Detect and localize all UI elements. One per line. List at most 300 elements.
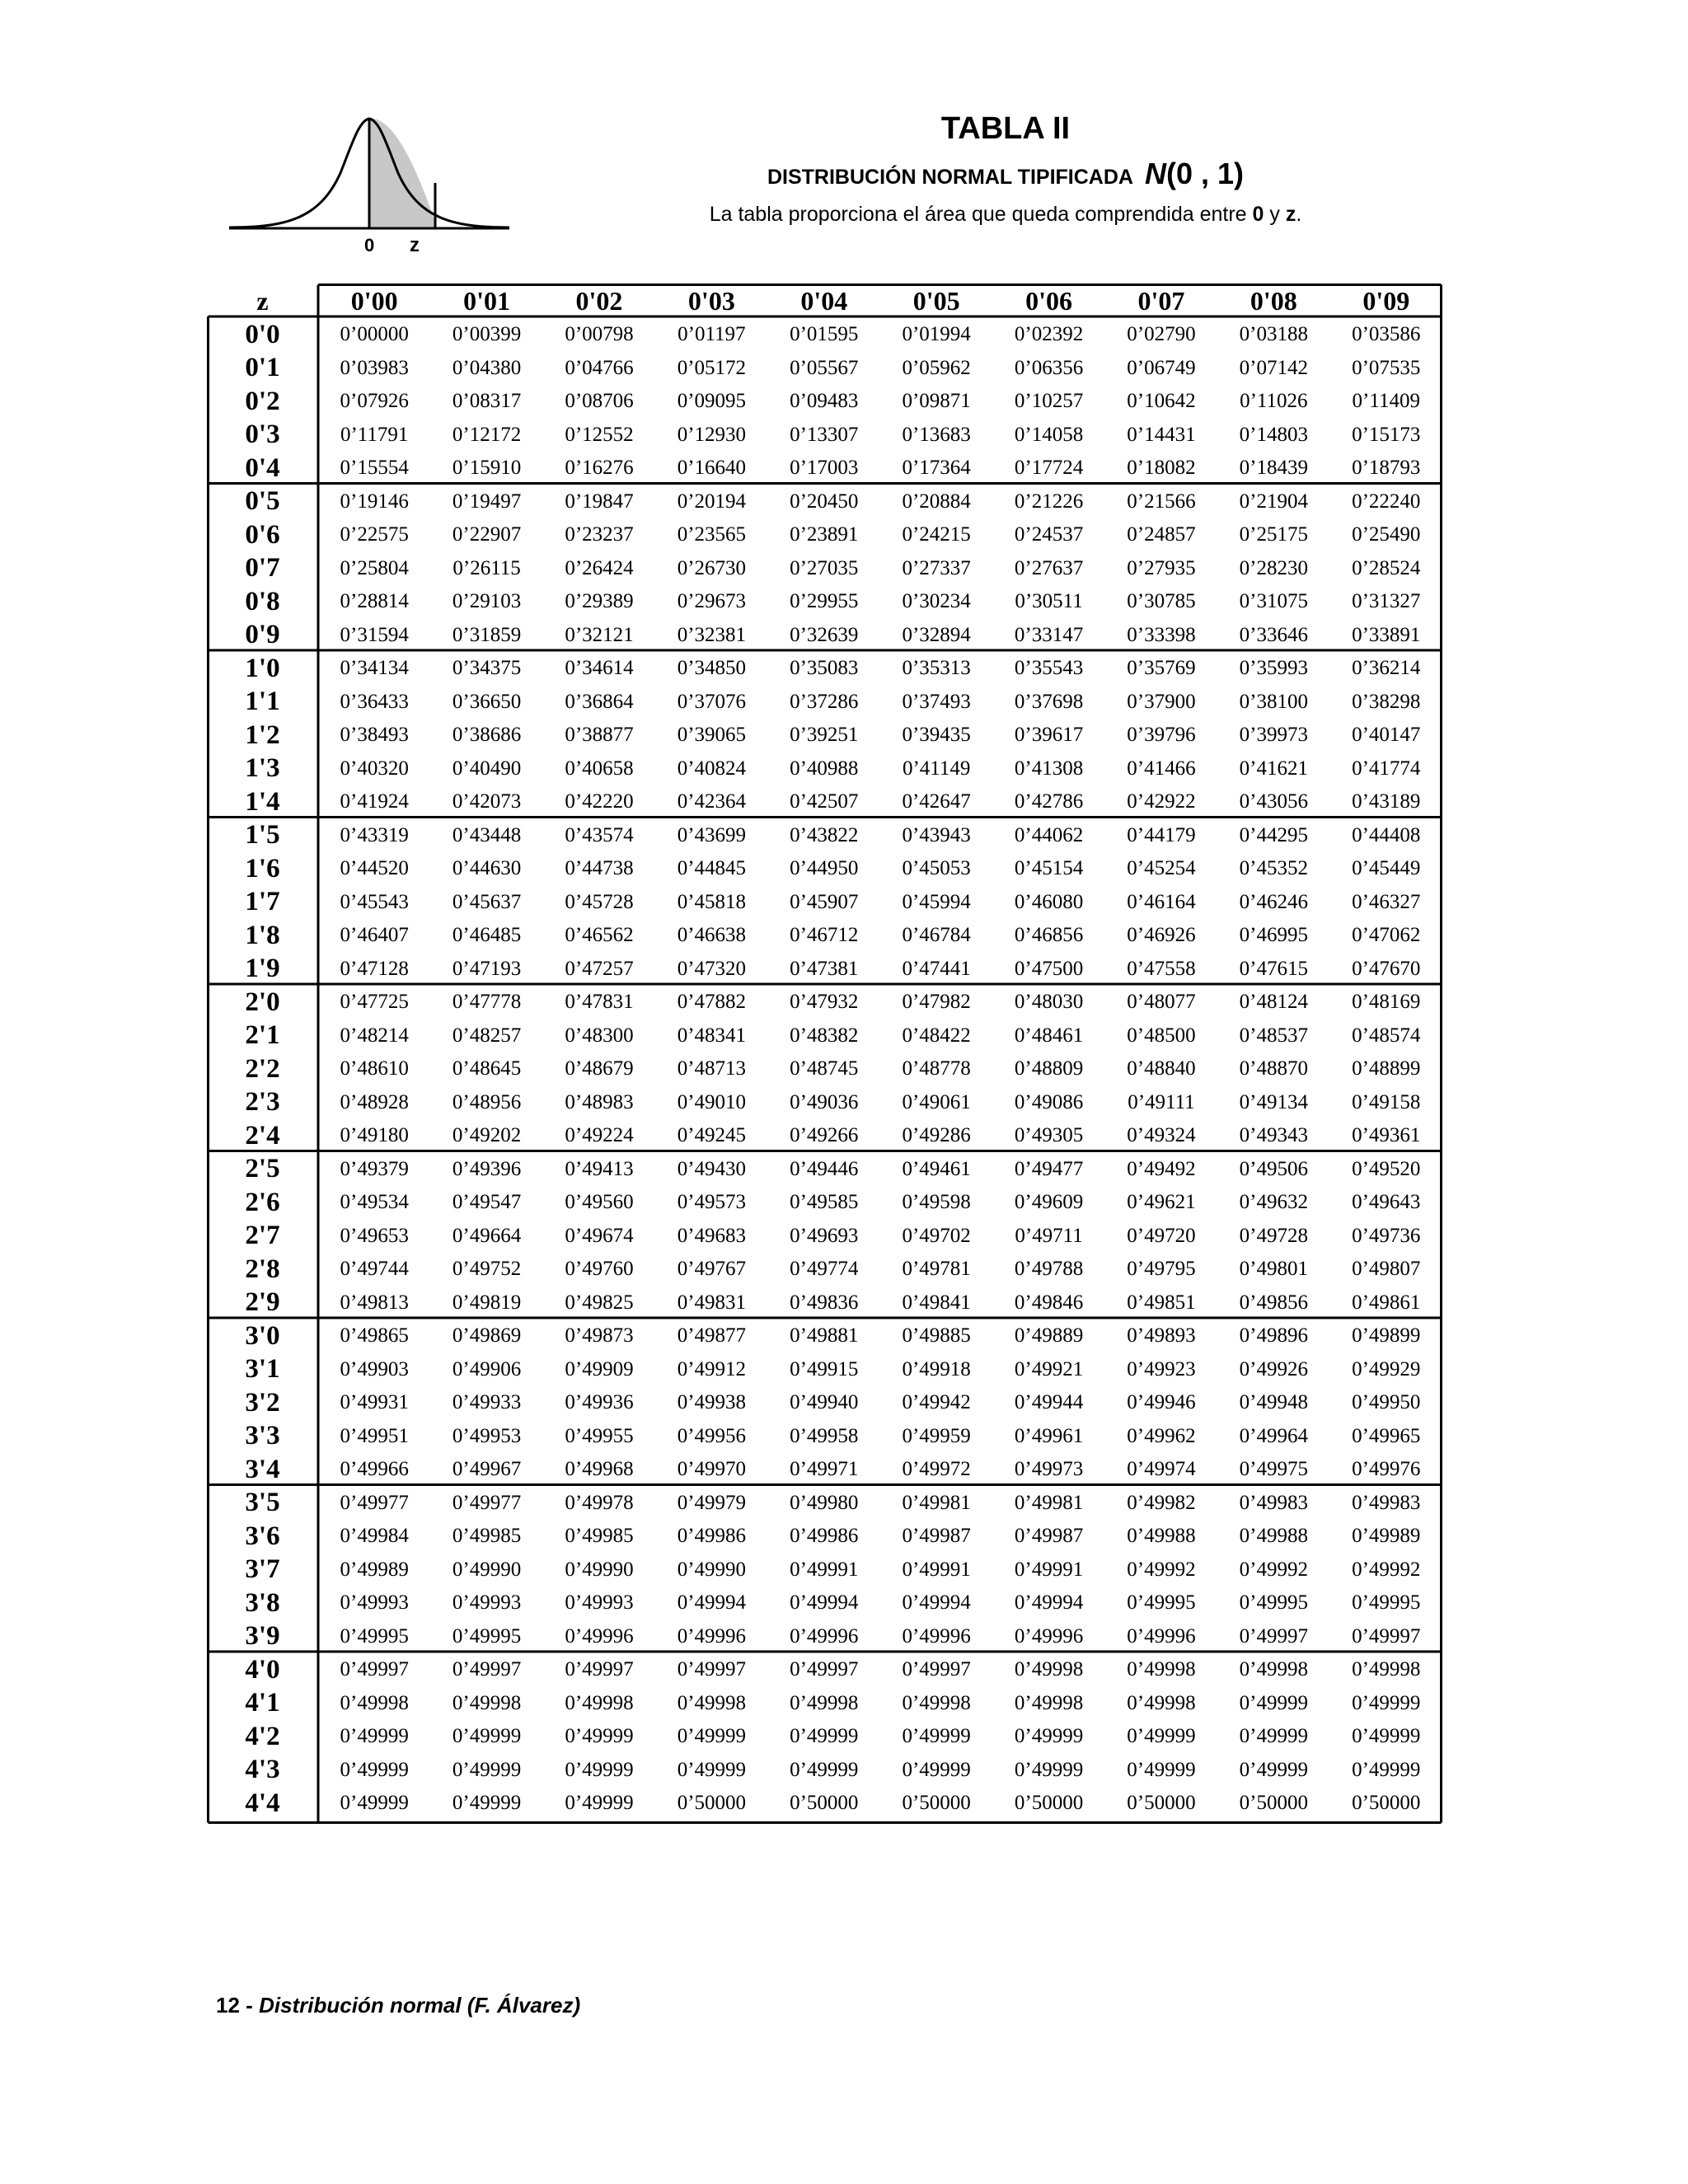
label-zero: 0: [364, 235, 375, 255]
z-value-cell: 0'8: [245, 586, 280, 616]
probability-cell: 0’35313: [902, 657, 971, 680]
probability-cell: 0’47320: [677, 957, 747, 980]
probability-cell: 0’49961: [1014, 1424, 1084, 1447]
probability-cell: 0’49981: [902, 1491, 971, 1514]
probability-cell: 0’49547: [452, 1191, 522, 1214]
probability-cell: 0’49993: [565, 1591, 634, 1615]
probability-cell: 0’43822: [790, 823, 859, 846]
probability-cell: 0’44062: [1014, 823, 1084, 846]
description-and: y: [1269, 203, 1280, 226]
header-row: [207, 284, 1442, 318]
probability-cell: 0’49915: [790, 1357, 859, 1380]
dist-params: (0 , 1): [1165, 157, 1244, 190]
probability-cell: 0’49977: [340, 1491, 409, 1514]
subtitle-text: DISTRIBUCIÓN NORMAL TIPIFICADA: [767, 166, 1133, 189]
probability-cell: 0’12552: [565, 423, 634, 446]
probability-cell: 0’49998: [565, 1691, 634, 1714]
probability-cell: 0’36214: [1352, 657, 1421, 680]
probability-cell: 0’49995: [340, 1624, 409, 1647]
probability-cell: 0’25175: [1239, 523, 1308, 546]
probability-cell: 0’40988: [790, 757, 859, 780]
probability-cell: 0’49946: [1127, 1391, 1196, 1414]
probability-cell: 0’46712: [790, 924, 859, 947]
probability-cell: 0’48500: [1127, 1024, 1196, 1047]
probability-cell: 0’31327: [1352, 590, 1421, 613]
probability-cell: 0’32639: [790, 623, 859, 646]
probability-cell: 0’49999: [902, 1725, 971, 1748]
probability-cell: 0’19847: [565, 490, 634, 513]
probability-cell: 0’18439: [1239, 457, 1308, 480]
probability-cell: 0’49825: [565, 1291, 634, 1314]
probability-cell: 0’49893: [1127, 1324, 1196, 1347]
page-title: TABLA II: [940, 111, 1071, 146]
probability-cell: 0’49134: [1239, 1090, 1308, 1113]
probability-cell: 0’41924: [340, 790, 409, 813]
probability-cell: 0’49996: [565, 1624, 634, 1647]
probability-cell: 0’35993: [1239, 657, 1308, 680]
probability-cell: 0’44845: [677, 857, 747, 880]
probability-cell: 0’49693: [790, 1224, 859, 1247]
probability-cell: 0’49965: [1352, 1424, 1421, 1447]
z-column-header: z: [256, 286, 269, 316]
probability-cell: 0’37698: [1014, 690, 1084, 713]
z-value-cell: 3'1: [245, 1354, 280, 1385]
z-value-cell: 2'6: [245, 1187, 280, 1217]
table-row: [207, 986, 1442, 1019]
probability-cell: 0’49990: [677, 1558, 747, 1581]
probability-cell: 0’38493: [340, 724, 409, 747]
probability-cell: 0’22575: [340, 523, 409, 546]
probability-cell: 0’49995: [1352, 1591, 1421, 1615]
probability-cell: 0’49923: [1127, 1357, 1196, 1380]
probability-cell: 0’04766: [565, 356, 634, 379]
probability-cell: 0’10642: [1127, 390, 1196, 413]
probability-cell: 0’49993: [340, 1591, 409, 1615]
probability-cell: 0’49856: [1239, 1291, 1308, 1314]
probability-cell: 0’47500: [1014, 957, 1084, 980]
probability-cell: 0’08706: [565, 390, 634, 413]
column-header: 0'04: [800, 286, 848, 316]
table-row: [207, 1153, 1442, 1187]
probability-cell: 0’00798: [565, 323, 634, 346]
probability-cell: 0’49997: [790, 1658, 859, 1681]
table-row: [207, 719, 1442, 752]
probability-cell: 0’49998: [1014, 1691, 1084, 1714]
probability-cell: 0’49573: [677, 1191, 747, 1214]
probability-cell: 0’30785: [1127, 590, 1196, 613]
probability-cell: 0’44738: [565, 857, 634, 880]
probability-cell: 0’50000: [790, 1792, 859, 1815]
probability-cell: 0’34134: [340, 657, 409, 680]
z-value-cell: 0'0: [245, 319, 280, 349]
probability-cell: 0’43448: [452, 823, 522, 846]
probability-cell: 0’49998: [1352, 1658, 1421, 1681]
probability-cell: 0’48537: [1239, 1024, 1308, 1047]
probability-cell: 0’49988: [1239, 1525, 1308, 1548]
probability-cell: 0’49653: [340, 1224, 409, 1247]
normal-curve-figure: [229, 115, 518, 255]
probability-cell: 0’24857: [1127, 523, 1196, 546]
probability-cell: 0’49492: [1127, 1157, 1196, 1180]
z-value-cell: 4'3: [245, 1755, 280, 1785]
probability-cell: 0’49992: [1352, 1558, 1421, 1581]
probability-cell: 0’28230: [1239, 556, 1308, 579]
probability-cell: 0’49997: [677, 1658, 747, 1681]
probability-cell: 0’49997: [1352, 1624, 1421, 1647]
table-row: [207, 1420, 1442, 1454]
z-value-cell: 3'7: [245, 1554, 280, 1585]
probability-cell: 0’49760: [565, 1258, 634, 1281]
probability-cell: 0’49918: [902, 1357, 971, 1380]
probability-cell: 0’37286: [790, 690, 859, 713]
probability-cell: 0’45449: [1352, 857, 1421, 880]
z-value-cell: 2'2: [245, 1053, 280, 1084]
z-value-cell: 0'4: [245, 452, 280, 483]
probability-cell: 0’48870: [1239, 1057, 1308, 1080]
z-value-cell: 2'4: [245, 1120, 280, 1151]
probability-cell: 0’34375: [452, 657, 522, 680]
probability-cell: 0’49990: [452, 1558, 522, 1581]
table-row: [207, 852, 1442, 886]
description-text: La tabla proporciona el área que queda comprendida entre: [709, 203, 1247, 226]
shaded-area: [369, 119, 435, 227]
probability-cell: 0’49996: [790, 1624, 859, 1647]
probability-cell: 0’49981: [1014, 1491, 1084, 1514]
probability-cell: 0’49988: [1127, 1525, 1196, 1548]
probability-cell: 0’49664: [452, 1224, 522, 1247]
probability-cell: 0’49998: [1239, 1658, 1308, 1681]
probability-cell: 0’17364: [902, 457, 971, 480]
footer-text: Distribución normal (F. Álvarez): [259, 1993, 581, 2018]
probability-cell: 0’36864: [565, 690, 634, 713]
probability-cell: 0’49477: [1014, 1157, 1084, 1180]
probability-cell: 0’47670: [1352, 957, 1421, 980]
probability-cell: 0’35769: [1127, 657, 1196, 680]
probability-cell: 0’49999: [1127, 1725, 1196, 1748]
probability-cell: 0’43943: [902, 823, 971, 846]
probability-cell: 0’49111: [1128, 1090, 1195, 1113]
probability-cell: 0’22240: [1352, 490, 1421, 513]
probability-cell: 0’49999: [452, 1758, 522, 1781]
z-value-cell: 3'5: [245, 1488, 280, 1518]
probability-cell: 0’49846: [1014, 1291, 1084, 1314]
z-value-cell: 4'4: [245, 1788, 280, 1818]
table-row: [207, 385, 1442, 419]
probability-cell: 0’49970: [677, 1458, 747, 1481]
probability-cell: 0’28524: [1352, 556, 1421, 579]
probability-cell: 0’49996: [677, 1624, 747, 1647]
probability-cell: 0’49774: [790, 1258, 859, 1281]
probability-cell: 0’07926: [340, 390, 409, 413]
probability-cell: 0’48169: [1352, 991, 1421, 1014]
probability-cell: 0’30234: [902, 590, 971, 613]
probability-cell: 0’29673: [677, 590, 747, 613]
z-value-cell: 0'7: [245, 553, 280, 583]
probability-cell: 0’20884: [902, 490, 971, 513]
z-value-cell: 0'1: [245, 353, 280, 383]
probability-cell: 0’47932: [790, 991, 859, 1014]
probability-cell: 0’49889: [1014, 1324, 1084, 1347]
probability-cell: 0’49971: [790, 1458, 859, 1481]
probability-cell: 0’49286: [902, 1124, 971, 1147]
probability-cell: 0’49788: [1014, 1258, 1084, 1281]
probability-cell: 0’36433: [340, 690, 409, 713]
probability-cell: 0’49999: [1352, 1758, 1421, 1781]
probability-cell: 0’42073: [452, 790, 522, 813]
probability-cell: 0’40490: [452, 757, 522, 780]
probability-cell: 0’49744: [340, 1258, 409, 1281]
probability-cell: 0’49998: [790, 1691, 859, 1714]
probability-cell: 0’46485: [452, 924, 522, 947]
probability-cell: 0’49940: [790, 1391, 859, 1414]
probability-cell: 0’48382: [790, 1024, 859, 1047]
probability-cell: 0’49807: [1352, 1258, 1421, 1281]
probability-cell: 0’49396: [452, 1157, 522, 1180]
table-row: [207, 619, 1442, 653]
probability-cell: 0’18082: [1127, 457, 1196, 480]
page-footer: [216, 1993, 580, 2018]
probability-cell: 0’47831: [565, 991, 634, 1014]
probability-cell: 0’49995: [1127, 1591, 1196, 1615]
probability-cell: 0’49999: [340, 1792, 409, 1815]
probability-cell: 0’48610: [340, 1057, 409, 1080]
probability-cell: 0’49767: [677, 1258, 747, 1281]
probability-cell: 0’49975: [1239, 1458, 1308, 1481]
probability-cell: 0’49977: [452, 1491, 522, 1514]
probability-cell: 0’21226: [1014, 490, 1084, 513]
z-value-cell: 4'2: [245, 1721, 280, 1751]
probability-cell: 0’49966: [340, 1458, 409, 1481]
probability-cell: 0’17724: [1014, 457, 1084, 480]
probability-cell: 0’45352: [1239, 857, 1308, 880]
probability-cell: 0’48679: [565, 1057, 634, 1080]
probability-cell: 0’49991: [790, 1558, 859, 1581]
probability-cell: 0’49994: [1014, 1591, 1084, 1615]
probability-cell: 0’21566: [1127, 490, 1196, 513]
probability-cell: 0’43574: [565, 823, 634, 846]
probability-cell: 0’41308: [1014, 757, 1084, 780]
description-zero: 0: [1252, 203, 1264, 226]
probability-cell: 0’01994: [902, 323, 971, 346]
probability-cell: 0’49036: [790, 1090, 859, 1113]
probability-cell: 0’47615: [1239, 957, 1308, 980]
table-row: [207, 1386, 1442, 1420]
probability-cell: 0’49972: [902, 1458, 971, 1481]
table-row: [207, 1186, 1442, 1220]
probability-cell: 0’49996: [1014, 1624, 1084, 1647]
column-header: 0'03: [687, 286, 735, 316]
probability-cell: 0’46995: [1239, 924, 1308, 947]
probability-cell: 0’19497: [452, 490, 522, 513]
table-row: [207, 686, 1442, 719]
probability-cell: 0’45818: [677, 890, 747, 913]
probability-cell: 0’49999: [677, 1758, 747, 1781]
probability-cell: 0’06356: [1014, 356, 1084, 379]
probability-cell: 0’01595: [790, 323, 859, 346]
probability-cell: 0’48713: [677, 1057, 747, 1080]
probability-cell: 0’49621: [1127, 1191, 1196, 1214]
table-row: [207, 652, 1442, 686]
probability-cell: 0’34614: [565, 657, 634, 680]
probability-cell: 0’45053: [902, 857, 971, 880]
table-row: [207, 419, 1442, 452]
probability-cell: 0’49711: [1015, 1224, 1083, 1247]
probability-cell: 0’49909: [565, 1357, 634, 1380]
probability-cell: 0’48956: [452, 1090, 522, 1113]
probability-cell: 0’49683: [677, 1224, 747, 1247]
probability-cell: 0’23565: [677, 523, 747, 546]
probability-cell: 0’49861: [1352, 1291, 1421, 1314]
probability-cell: 0’42364: [677, 790, 747, 813]
probability-cell: 0’32121: [565, 623, 634, 646]
description-end: .: [1296, 203, 1302, 226]
probability-cell: 0’01197: [678, 323, 746, 346]
probability-cell: 0’46856: [1014, 924, 1084, 947]
probability-cell: 0’49994: [677, 1591, 747, 1615]
probability-cell: 0’29103: [452, 590, 522, 613]
probability-cell: 0’49736: [1352, 1224, 1421, 1247]
probability-cell: 0’49781: [902, 1258, 971, 1281]
probability-cell: 0’48461: [1014, 1024, 1084, 1047]
z-value-cell: 1'7: [245, 887, 280, 917]
probability-cell: 0’49999: [1014, 1758, 1084, 1781]
z-value-cell: 2'1: [245, 1020, 280, 1051]
probability-cell: 0’45543: [340, 890, 409, 913]
probability-cell: 0’49933: [452, 1391, 522, 1414]
probability-cell: 0’38877: [565, 724, 634, 747]
probability-cell: 0’48574: [1352, 1024, 1421, 1047]
probability-cell: 0’49936: [565, 1391, 634, 1414]
column-header: 0'07: [1137, 286, 1185, 316]
probability-cell: 0’47128: [340, 957, 409, 980]
probability-cell: 0’49999: [565, 1792, 634, 1815]
footer-page-number: 12: [216, 1993, 240, 2018]
z-value-cell: 2'5: [245, 1154, 280, 1184]
probability-cell: 0’10257: [1014, 390, 1084, 413]
probability-cell: 0’09483: [790, 390, 859, 413]
probability-cell: 0’49996: [1127, 1624, 1196, 1647]
column-header: 0'06: [1025, 286, 1072, 316]
label-z: z: [410, 234, 420, 255]
probability-cell: 0’49983: [1239, 1491, 1308, 1514]
probability-cell: 0’49985: [565, 1525, 634, 1548]
probability-cell: 0’38298: [1352, 690, 1421, 713]
probability-cell: 0’26730: [677, 556, 747, 579]
probability-cell: 0’05962: [902, 356, 971, 379]
z-value-cell: 4'0: [245, 1654, 280, 1685]
probability-cell: 0’48645: [452, 1057, 522, 1080]
probability-cell: 0’49430: [677, 1157, 747, 1180]
probability-cell: 0’49720: [1127, 1224, 1196, 1247]
probability-cell: 0’26424: [565, 556, 634, 579]
column-header: 0'01: [463, 286, 511, 316]
probability-cell: 0’14058: [1014, 423, 1084, 446]
probability-cell: 0’50000: [1352, 1792, 1421, 1815]
probability-cell: 0’47193: [452, 957, 522, 980]
probability-cell: 0’49881: [790, 1324, 859, 1347]
z-value-cell: 3'2: [245, 1387, 280, 1418]
normal-table-container: [207, 284, 1442, 1824]
probability-cell: 0’00000: [340, 323, 409, 346]
probability-cell: 0’49997: [340, 1658, 409, 1681]
table-row: [207, 1653, 1442, 1687]
probability-cell: 0’49534: [340, 1191, 409, 1214]
probability-cell: 0’47381: [790, 957, 859, 980]
probability-cell: 0’31859: [452, 623, 522, 646]
probability-cell: 0’28814: [340, 590, 409, 613]
probability-cell: 0’49999: [1239, 1691, 1308, 1714]
probability-cell: 0’46926: [1127, 924, 1196, 947]
probability-cell: 0’49851: [1127, 1291, 1196, 1314]
probability-cell: 0’22907: [452, 523, 522, 546]
probability-cell: 0’21904: [1239, 490, 1308, 513]
probability-cell: 0’49813: [340, 1291, 409, 1314]
z-value-cell: 2'8: [245, 1254, 280, 1284]
table-row: [207, 552, 1442, 586]
probability-cell: 0’49995: [1239, 1591, 1308, 1615]
probability-cell: 0’41149: [902, 757, 971, 780]
probability-cell: 0’50000: [1014, 1792, 1084, 1815]
table-row: [207, 1720, 1442, 1754]
probability-cell: 0’20194: [677, 490, 747, 513]
probability-cell: 0’49996: [902, 1624, 971, 1647]
probability-cell: 0’48840: [1127, 1057, 1196, 1080]
probability-cell: 0’27637: [1014, 556, 1084, 579]
probability-cell: 0’44295: [1239, 823, 1308, 846]
probability-cell: 0’33147: [1014, 623, 1084, 646]
table-row: [207, 1554, 1442, 1587]
probability-cell: 0’49305: [1014, 1124, 1084, 1147]
probability-cell: 0’49994: [790, 1591, 859, 1615]
probability-cell: 0’06749: [1127, 356, 1196, 379]
z-value-cell: 3'9: [245, 1621, 280, 1652]
probability-cell: 0’49158: [1352, 1090, 1421, 1113]
probability-cell: 0’49999: [1014, 1725, 1084, 1748]
probability-cell: 0’38686: [452, 724, 522, 747]
probability-cell: 0’34850: [677, 657, 747, 680]
probability-cell: 0’49999: [452, 1792, 522, 1815]
probability-cell: 0’33398: [1127, 623, 1196, 646]
probability-cell: 0’49801: [1239, 1258, 1308, 1281]
probability-cell: 0’37900: [1127, 690, 1196, 713]
probability-cell: 0’49953: [452, 1424, 522, 1447]
probability-cell: 0’02790: [1127, 323, 1196, 346]
z-value-cell: 3'0: [245, 1320, 280, 1351]
probability-cell: 0’49506: [1239, 1157, 1308, 1180]
probability-cell: 0’05172: [677, 356, 747, 379]
probability-cell: 0’48809: [1014, 1057, 1084, 1080]
probability-cell: 0’47982: [902, 991, 971, 1014]
probability-cell: 0’49609: [1014, 1191, 1084, 1214]
z-value-cell: 0'5: [245, 486, 280, 517]
probability-cell: 0’15554: [340, 457, 409, 480]
probability-cell: 0’39973: [1239, 724, 1308, 747]
probability-cell: 0’11409: [1352, 390, 1420, 413]
probability-cell: 0’39065: [677, 724, 747, 747]
probability-cell: 0’49819: [452, 1291, 522, 1314]
probability-cell: 0’48124: [1239, 991, 1308, 1014]
probability-cell: 0’49560: [565, 1191, 634, 1214]
table-row: [207, 1754, 1442, 1788]
probability-cell: 0’49831: [677, 1291, 747, 1314]
probability-cell: 0’49956: [677, 1424, 747, 1447]
probability-cell: 0’49984: [340, 1525, 409, 1548]
probability-cell: 0’48030: [1014, 991, 1084, 1014]
probability-cell: 0’43699: [677, 823, 747, 846]
probability-cell: 0’43189: [1352, 790, 1421, 813]
column-header: 0'05: [912, 286, 960, 316]
probability-cell: 0’49997: [1239, 1624, 1308, 1647]
